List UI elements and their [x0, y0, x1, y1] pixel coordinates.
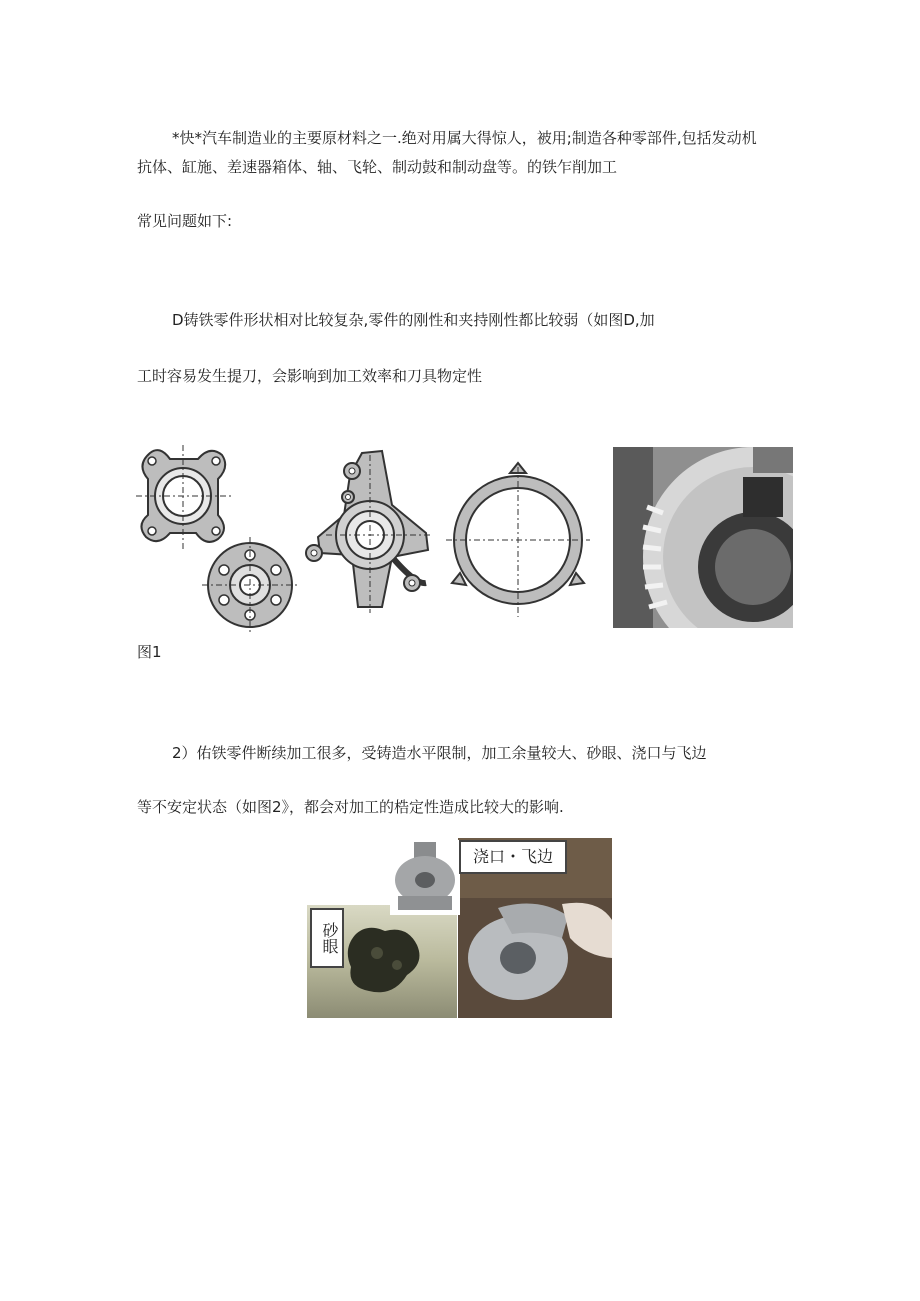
- sand-hole-label: [310, 908, 344, 968]
- item1-line2: 工时容易发生提刀，会影响到加工效率和刀具物定性: [137, 367, 483, 385]
- ring-part: [446, 463, 590, 617]
- brake-disc-photo: [613, 447, 793, 628]
- sand-hole-label-text: 砂眼: [320, 922, 339, 954]
- figure1-caption: 图1: [137, 643, 162, 661]
- intro-text: 常见问题如下:: [137, 212, 233, 230]
- flange-part: [136, 445, 234, 549]
- cast-part-photo: [390, 840, 460, 915]
- item2-line1: 2）佑铁零件断续加工很多，受铸造水平限制，加工余量较大、砂眼、浇口与飞边: [172, 744, 707, 762]
- hub-part: [202, 537, 298, 635]
- figure1-drawings: [130, 445, 610, 640]
- gate-flash-label-text: 浇口・飞边: [472, 847, 553, 866]
- paragraph1-line2: 抗体、缸施、差速器箱体、轴、飞轮、制动鼓和制动盘等。的铁乍削加工: [137, 158, 618, 176]
- gate-flash-label: [459, 840, 567, 874]
- item2-line2: 等不安定状态（如图2》，都会对加工的梏定性造成比较大的影响.: [137, 798, 564, 816]
- paragraph1-line1: *快*汽车制造业的主要原材料之一.绝对用属大得惊人，被用;制造各种零部件,包括发动机: [172, 129, 757, 147]
- steering-knuckle-part: [306, 451, 430, 613]
- item1-line1: D铸铁零件形状相对比较复杂,零件的刚性和夹持刚性都比较弱（如图D,加: [172, 311, 655, 329]
